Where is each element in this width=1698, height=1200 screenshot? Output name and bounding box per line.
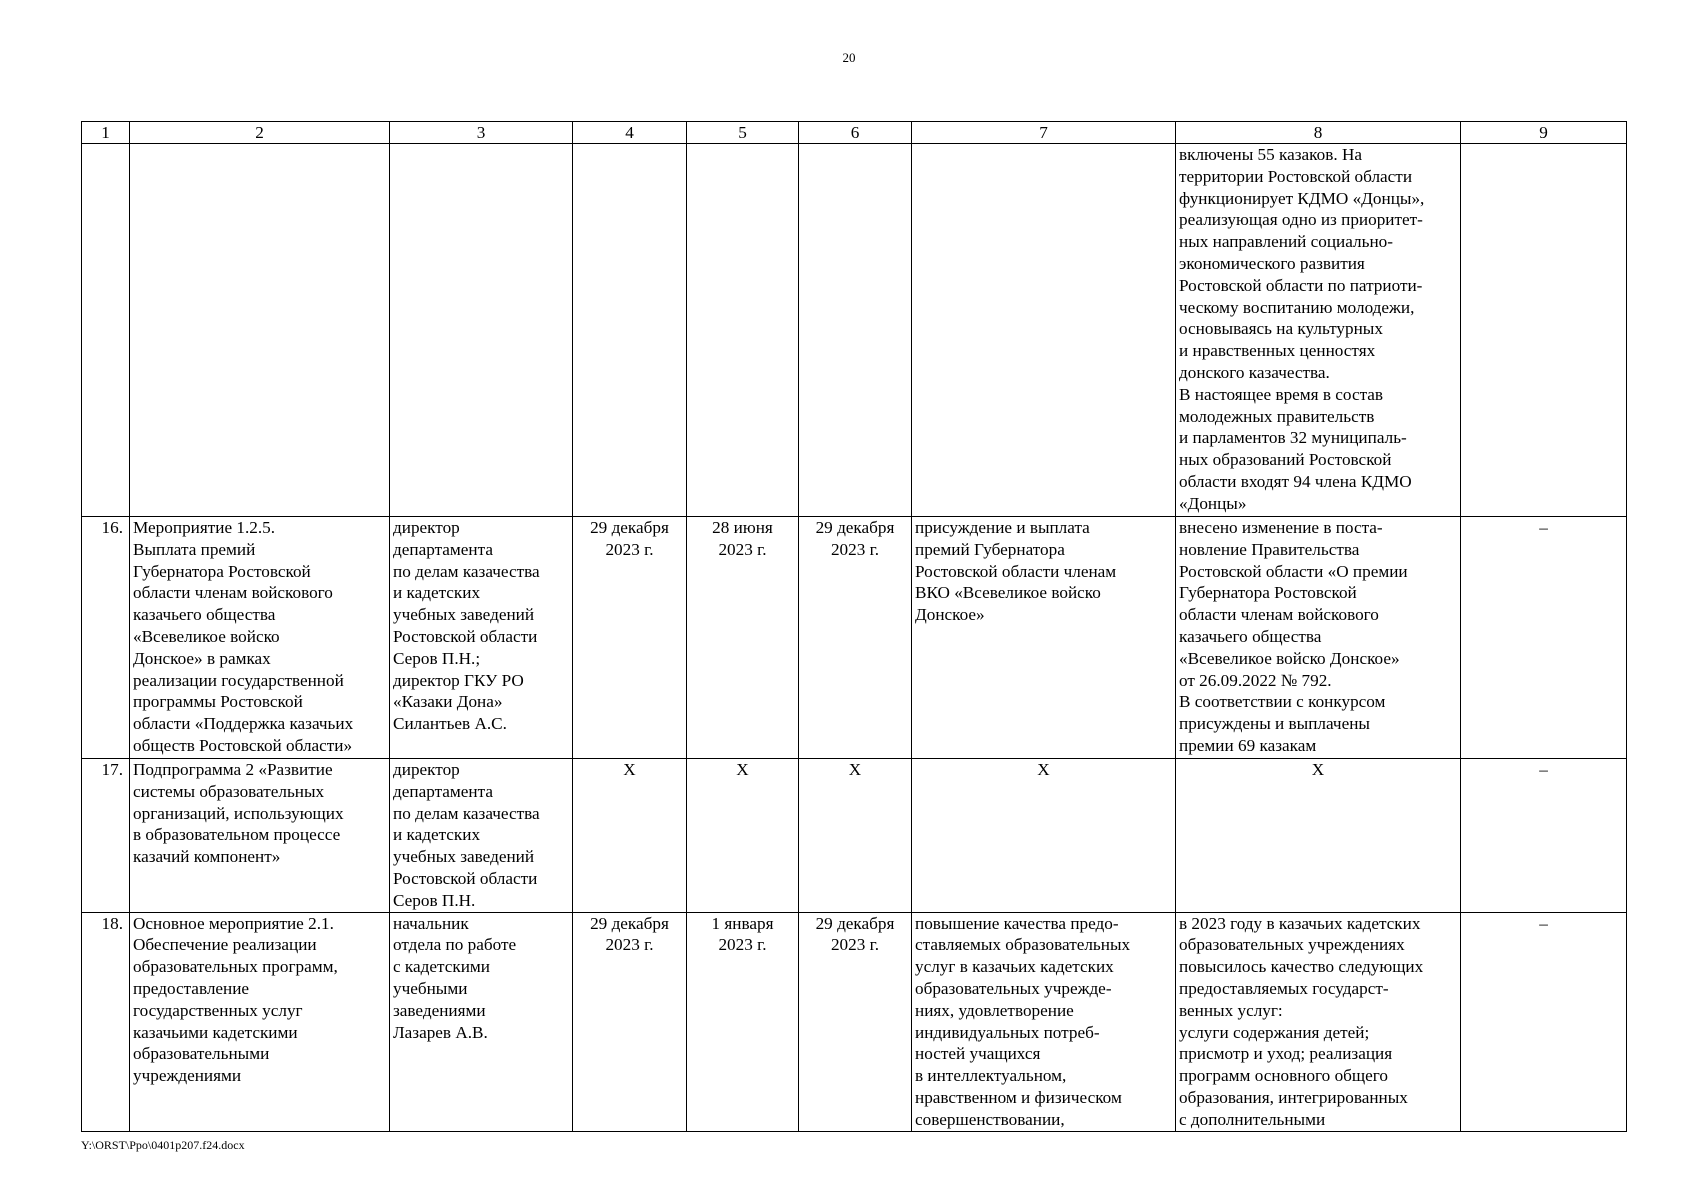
table-row — [82, 144, 1627, 517]
actual-start-date: 1 января 2023 г. — [687, 912, 799, 1131]
column-header: 1 — [82, 122, 130, 144]
planned-results — [912, 144, 1176, 517]
planned-end-date: Х — [573, 759, 687, 913]
table-row — [82, 517, 1627, 759]
measure-name: Подпрограмма 2 «Развитие системы образовательных организаций, использующих в образовательном процессе казачий компонент» — [130, 759, 390, 913]
column-header: 6 — [799, 122, 912, 144]
table-row — [82, 759, 1627, 913]
problems-cell: – — [1461, 759, 1627, 913]
column-header: 2 — [130, 122, 390, 144]
planned-results: присуждение и выплата премий Губернатора Ростовской области членам ВКО «Всевеликое войско Донское» — [912, 517, 1176, 759]
actual-end-date: 29 декабря 2023 г. — [799, 912, 912, 1131]
responsible-executor: директор департамента по делам казачества и кадетских учебных заведений Ростовской области Серов П.Н.; директор ГКУ РО «Казаки Дона» Силантьев А.С. — [390, 517, 573, 759]
file-path-footer: Y:\ORST\Ppo\0401p207.f24.docx — [81, 1138, 245, 1152]
actual-results: внесено изменение в поста- новление Правительства Ростовской области «О премии Губернатора Ростовской области членам войскового казачьего общества «Всевеликое войско Донское» от 26.09.2022 № 792. В соответствии с конкурсом присуждены и выплачены премии 69 казакам — [1176, 517, 1461, 759]
table-row — [82, 912, 1627, 1131]
column-header: 8 — [1176, 122, 1461, 144]
measure-name: Мероприятие 1.2.5. Выплата премий Губернатора Ростовской области членам войскового казачьего общества «Всевеликое войско Донское» в рамках реализации государственной программы Ростовской области «Поддержка казачьих обществ Ростовской области» — [130, 517, 390, 759]
problems-cell — [1461, 144, 1627, 517]
actual-results: в 2023 году в казачьих кадетских образовательных учреждениях повысилось качество следующих предоставляемых государст- венных услуг: услуги содержания детей; присмотр и уход; реализация программ основного общего образования, интегрированных с дополнительными — [1176, 912, 1461, 1131]
column-header: 9 — [1461, 122, 1627, 144]
responsible-executor: начальник отдела по работе с кадетскими учебными заведениями Лазарев А.В. — [390, 912, 573, 1131]
column-header: 7 — [912, 122, 1176, 144]
column-header: 5 — [687, 122, 799, 144]
planned-results: Х — [912, 759, 1176, 913]
actual-results: включены 55 казаков. На территории Ростовской области функционирует КДМО «Донцы», реализующая одно из приоритет- ных направлений социально- экономического развития Ростовской области по патриоти- ческому воспитанию молодежи, основываясь на культурных и нравственных ценностях донского казачества. В настоящее время в состав молодежных правительств и парламентов 32 муниципаль- ных образований Ростовской области входят 94 члена КДМО «Донцы» — [1176, 144, 1461, 517]
actual-start-date — [687, 144, 799, 517]
column-header: 4 — [573, 122, 687, 144]
problems-cell: – — [1461, 912, 1627, 1131]
actual-end-date: Х — [799, 759, 912, 913]
planned-end-date — [573, 144, 687, 517]
actual-end-date: 29 декабря 2023 г. — [799, 517, 912, 759]
planned-results: повышение качества предо- ставляемых образовательных услуг в казачьих кадетских образовательных учрежде- ниях, удовлетворение индивидуальных потреб- ностей учащихся в интеллектуальном, нравственном и физическом совершенствовании, — [912, 912, 1176, 1131]
responsible-executor: директор департамента по делам казачества и кадетских учебных заведений Ростовской области Серов П.Н. — [390, 759, 573, 913]
problems-cell: – — [1461, 517, 1627, 759]
responsible-executor — [390, 144, 573, 517]
measure-name — [130, 144, 390, 517]
row-number — [82, 144, 130, 517]
actual-results: Х — [1176, 759, 1461, 913]
page-number: 20 — [842, 50, 856, 65]
actual-start-date: 28 июня 2023 г. — [687, 517, 799, 759]
planned-end-date: 29 декабря 2023 г. — [573, 912, 687, 1131]
row-number: 17. — [82, 759, 130, 913]
actual-start-date: Х — [687, 759, 799, 913]
row-number: 16. — [82, 517, 130, 759]
column-header: 3 — [390, 122, 573, 144]
actual-end-date — [799, 144, 912, 517]
row-number: 18. — [82, 912, 130, 1131]
measure-name: Основное мероприятие 2.1. Обеспечение реализации образовательных программ, предоставление государственных услуг казачьими кадетскими образовательными учреждениями — [130, 912, 390, 1131]
report-table — [81, 121, 1627, 1132]
planned-end-date: 29 декабря 2023 г. — [573, 517, 687, 759]
column-number-header-row — [82, 122, 1627, 144]
